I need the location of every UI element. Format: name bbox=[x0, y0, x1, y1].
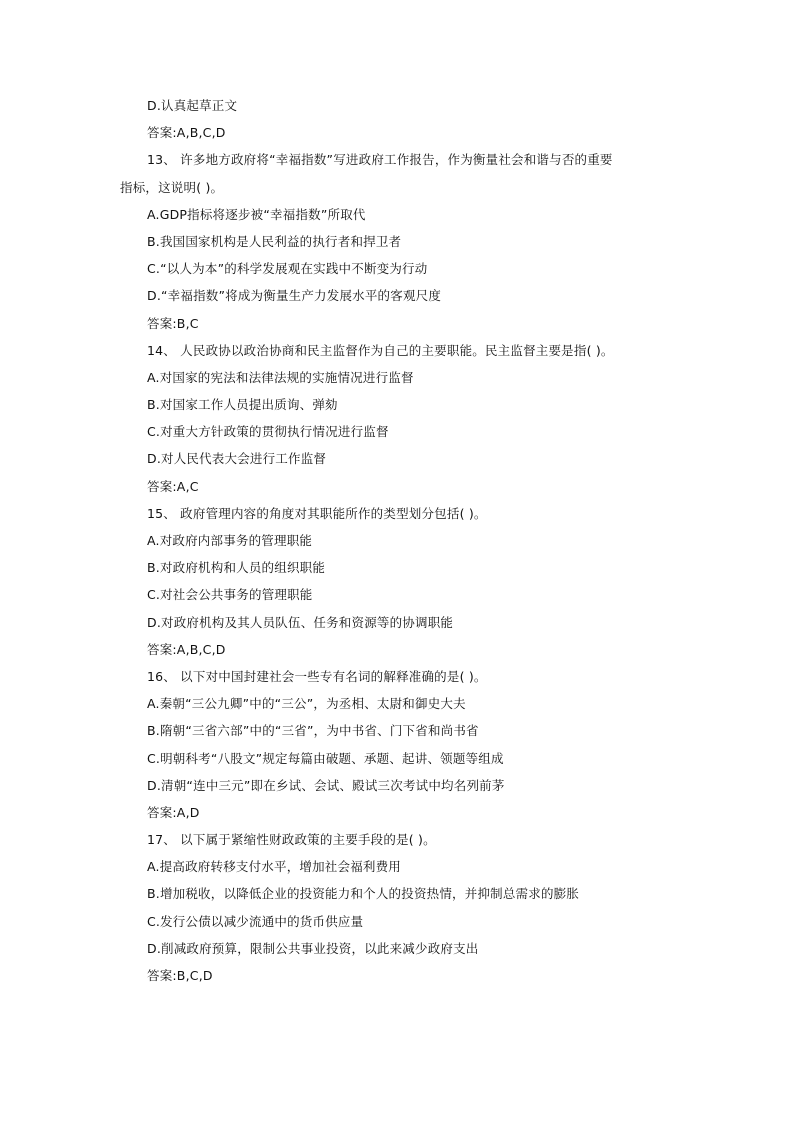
option-line: D.对政府机构及其人员队伍、任务和资源等的协调职能 bbox=[147, 614, 454, 630]
answer-line: 答案:A,B,C,D bbox=[147, 641, 226, 657]
option-line: C.对社会公共事务的管理职能 bbox=[147, 587, 313, 603]
answer-line: 答案:A,C bbox=[147, 478, 199, 494]
option-line: A.对国家的宪法和法律法规的实施情况进行监督 bbox=[147, 369, 414, 385]
option-line: D.削减政府预算，限制公共事业投资，以此来减少政府支出 bbox=[147, 940, 479, 956]
option-line: B.隋朝“三省六部”中的“三省”，为中书省、门下省和尚书省 bbox=[147, 723, 479, 739]
option-line: B.增加税收，以降低企业的投资能力和个人的投资热情，并抑制总需求的膨胀 bbox=[147, 886, 580, 902]
question-line: 16、 以下对中国封建社会一些专有名词的解释准确的是( )。 bbox=[147, 668, 487, 684]
option-line: B.我国国家机构是人民利益的执行者和捍卫者 bbox=[147, 233, 402, 249]
document-body bbox=[120, 92, 680, 989]
option-line: A.秦朝“三公九卿”中的“三公”，为丞相、太尉和御史大夫 bbox=[147, 696, 466, 712]
option-line: C.发行公债以减少流通中的货币供应量 bbox=[147, 913, 364, 929]
option-line: A.对政府内部事务的管理职能 bbox=[147, 533, 313, 548]
option-line: A.提高政府转移支付水平，增加社会福利费用 bbox=[147, 859, 402, 875]
question-line: 14、 人民政协以政治协商和民主监督作为自己的主要职能。民主监督主要是指( )。 bbox=[147, 342, 614, 358]
question-line: 15、 政府管理内容的角度对其职能所作的类型划分包括( )。 bbox=[147, 505, 487, 521]
answer-line: 答案:A,B,C,D bbox=[147, 125, 226, 141]
answer-line: 答案:B,C bbox=[147, 315, 199, 331]
option-line: D.清朝“连中三元”即在乡试、会试、殿试三次考试中均名列前茅 bbox=[147, 777, 505, 793]
answer-line: 答案:B,C,D bbox=[147, 968, 213, 983]
question-line: 17、 以下属于紧缩性财政政策的主要手段的是( )。 bbox=[147, 832, 436, 848]
option-line: C.明朝科考“八股文”规定每篇由破题、承题、起讲、领题等组成 bbox=[147, 750, 504, 766]
option-line: C.“以人为本”的科学发展观在实践中不断变为行动 bbox=[147, 261, 428, 277]
option-line: A.GDP指标将逐步被“幸福指数”所取代 bbox=[147, 206, 366, 222]
option-line: D.认真起草正文 bbox=[147, 98, 238, 113]
option-line: D.对人民代表大会进行工作监督 bbox=[147, 451, 327, 467]
option-line: B.对国家工作人员提出质询、弹劾 bbox=[147, 397, 338, 413]
question-continuation-line: 指标，这说明( )。 bbox=[120, 179, 224, 195]
answer-line: 答案:A,D bbox=[147, 804, 200, 820]
option-line: C.对重大方针政策的贯彻执行情况进行监督 bbox=[147, 424, 389, 440]
question-line: 13、 许多地方政府将“幸福指数”写进政府工作报告，作为衡量社会和谐与否的重要 bbox=[147, 152, 613, 168]
option-line: D.“幸福指数”将成为衡量生产力发展水平的客观尺度 bbox=[147, 288, 442, 304]
option-line: B.对政府机构和人员的组织职能 bbox=[147, 560, 326, 576]
